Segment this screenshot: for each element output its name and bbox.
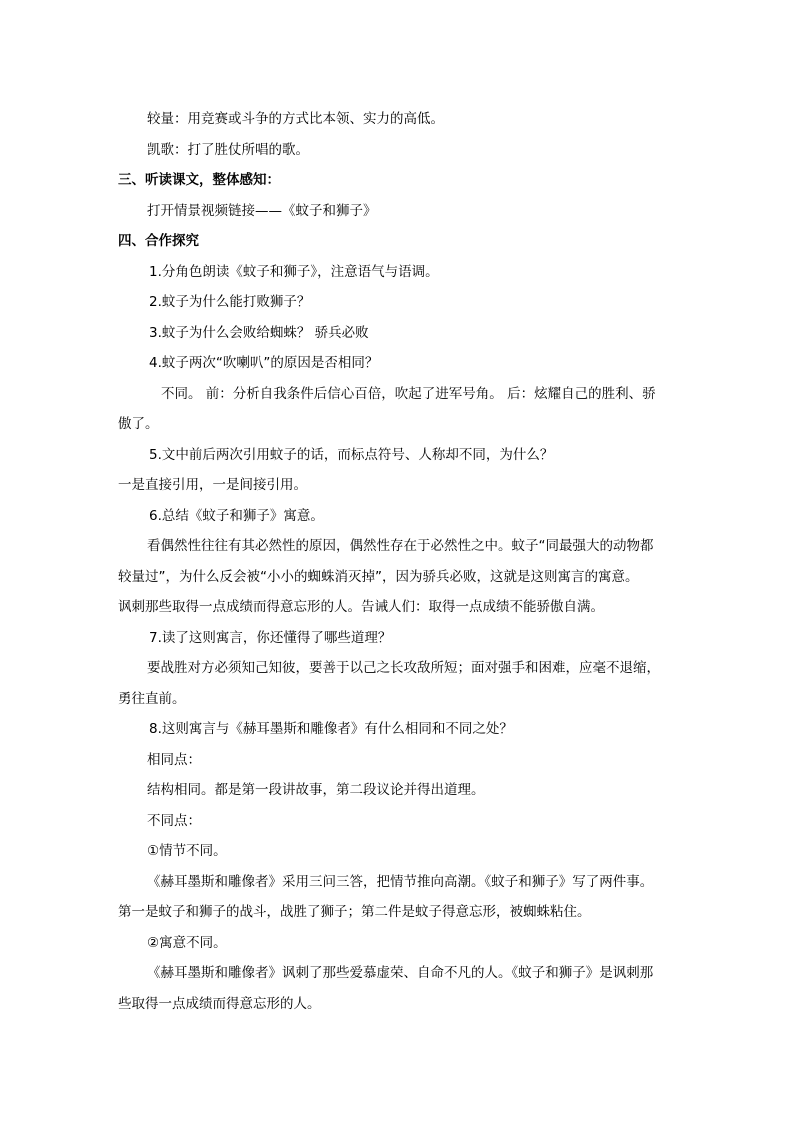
similarities-label: 相同点： (147, 751, 201, 768)
similarities-text: 结构相同。都是第一段讲故事，第二段议论并得出道理。 (147, 782, 485, 798)
definition-jiaoliang: 较量：用竞赛或斗争的方式比本领、实力的高低。 (147, 111, 444, 127)
difference-1-line-1: 《赫耳墨斯和雕像者》采用三问三答，把情节推向高潮。《蚊子和狮子》写了两件事。 (147, 873, 654, 890)
answer-6-line-3: 讽刺那些取得一点成绩而得意忘形的人。告诫人们：取得一点成绩不能骄傲自满。 (118, 599, 604, 615)
section-heading-3: 三、听读课文，整体感知： (118, 172, 280, 188)
question-6: 6.总结《蚊子和狮子》寓意。 (149, 507, 324, 524)
answer-6-line-2: 较量过”，为什么反会被“小小的蜘蛛消灭掉”，因为骄兵必败，这就是这则寓言的寓意。 (118, 568, 639, 585)
question-5: 5.文中前后两次引用蚊子的话，而标点符号、人称却不同，为什么？ (149, 446, 554, 463)
question-7: 7.读了这则寓言，你还懂得了哪些道理？ (149, 629, 392, 646)
answer-5: 一是直接引用，一是间接引用。 (118, 477, 307, 493)
question-1: 1.分角色朗读《蚊子和狮子》，注意语气与语调。 (149, 263, 439, 280)
answer-7-line-1: 要战胜对方必须知己知彼，要善于以己之长攻敌所短；面对强手和困难，应毫不退缩， (147, 660, 660, 676)
document-page (118, 104, 688, 1019)
answer-7-line-2: 勇往直前。 (118, 690, 186, 707)
section-heading-4: 四、合作探究 (118, 233, 199, 249)
definition-kaige: 凯歌：打了胜仗所唱的歌。 (147, 141, 309, 158)
question-8: 8.这则寓言与《赫耳墨斯和雕像者》有什么相同和不同之处？ (149, 721, 513, 737)
difference-2-line-1: 《赫耳墨斯和雕像者》讽刺了那些爱慕虚荣、自命不凡的人。《蚊子和狮子》是讽刺那 (147, 965, 654, 981)
answer-4-line-2: 傲了。 (118, 416, 159, 432)
difference-2-heading: ②寓意不同。 (147, 934, 227, 951)
video-link-text: 打开情景视频链接——《蚊子和狮子》 (147, 202, 377, 219)
difference-1-heading: ①情节不同。 (147, 843, 227, 859)
difference-1-line-2: 第一是蚊子和狮子的战斗，战胜了狮子；第二件是蚊子得意忘形，被蜘蛛粘住。 (118, 904, 591, 920)
question-4: 4.蚊子两次“吹喇叭”的原因是否相同？ (149, 355, 379, 371)
question-2: 2.蚊子为什么能打败狮子？ (149, 294, 311, 310)
question-3: 3.蚊子为什么会败给蜘蛛？ 骄兵必败 (149, 324, 369, 341)
answer-4-line-1: 不同。 前：分析自我条件后信心百倍，吹起了进军号角。 后：炫耀自己的胜利、骄 (161, 385, 656, 402)
differences-label: 不同点： (147, 812, 201, 829)
answer-6-line-1: 看偶然性往往有其必然性的原因，偶然性存在于必然性之中。蚊子“同最强大的动物都 (147, 538, 654, 554)
difference-2-line-2: 些取得一点成绩而得意忘形的人。 (118, 995, 321, 1012)
